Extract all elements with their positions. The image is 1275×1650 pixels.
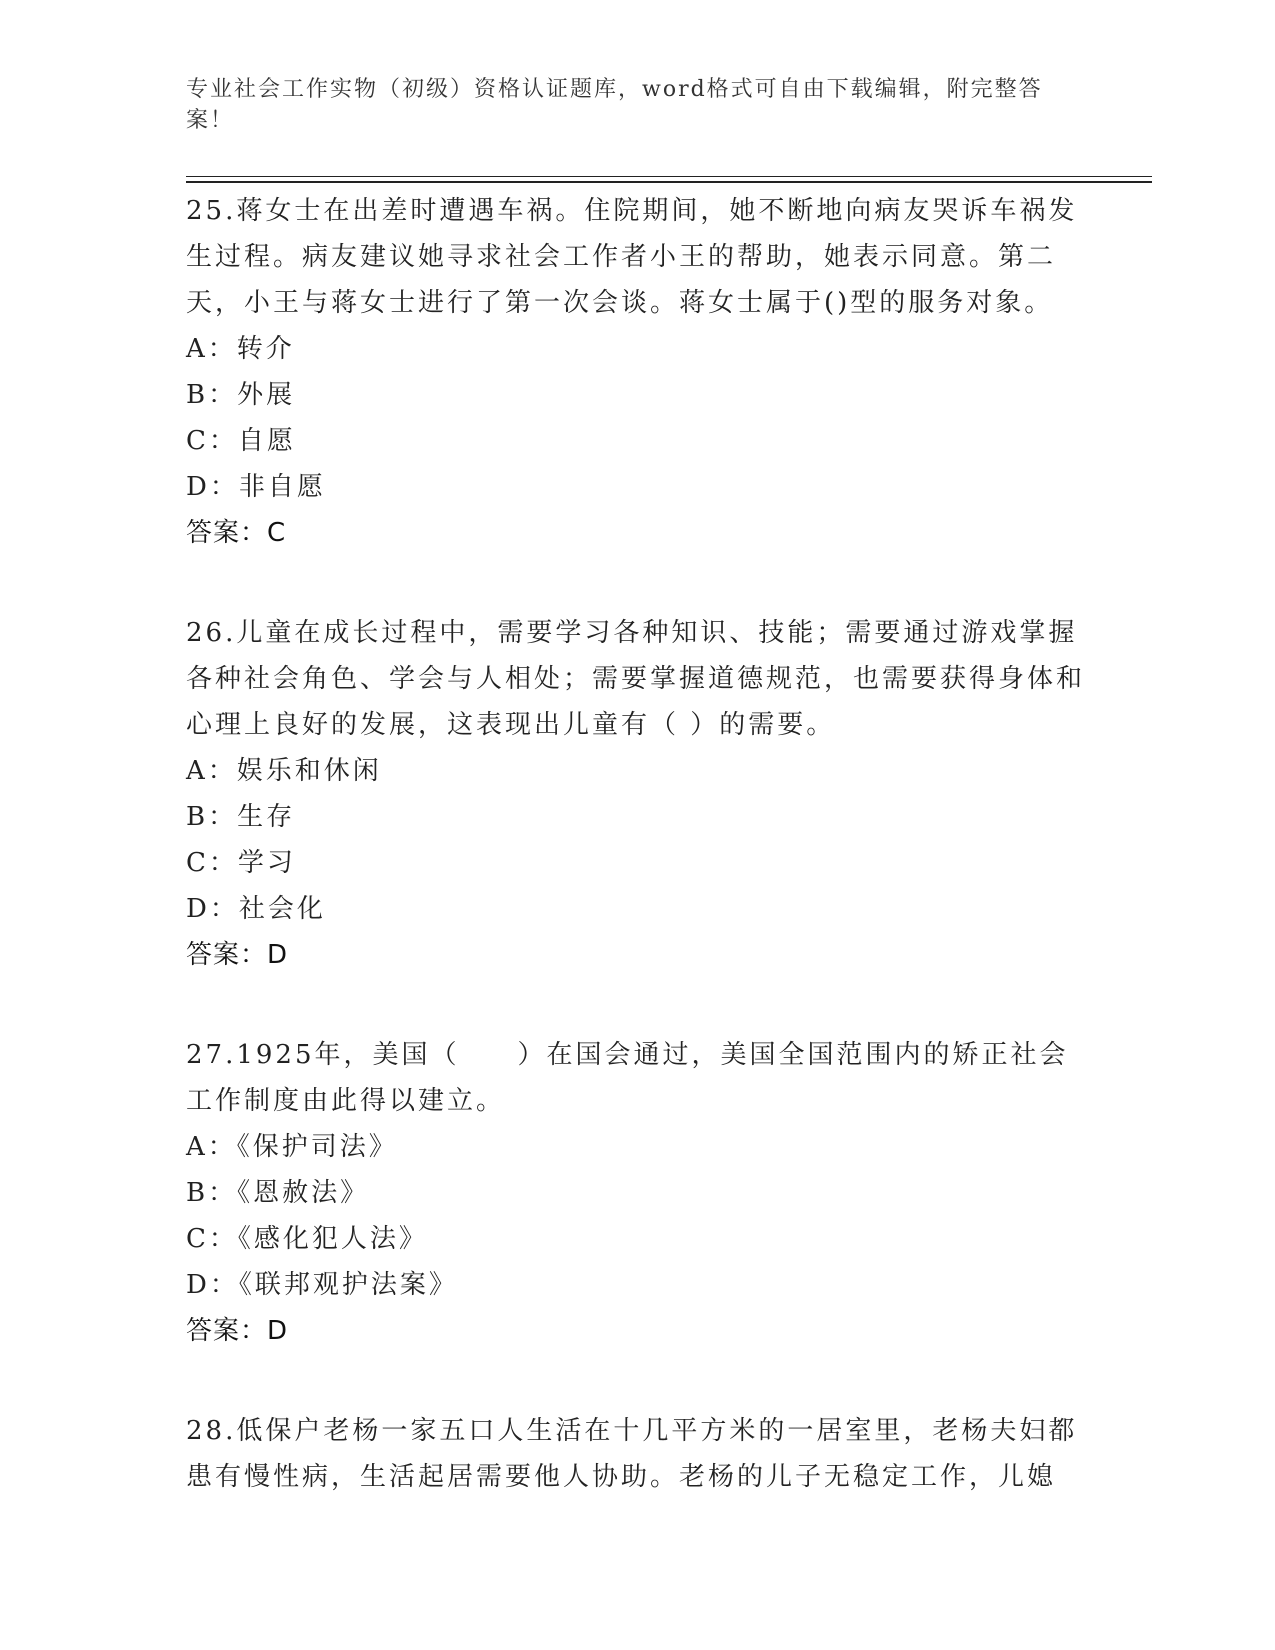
option-b: B：《恩赦法》	[186, 1178, 370, 1208]
header-rule-thin	[186, 176, 1152, 177]
answer: 答案：D	[186, 940, 289, 970]
option-a: A：转介	[186, 334, 295, 364]
option-c: C：《感化犯人法》	[186, 1224, 428, 1254]
question-text: 25.蒋女士在出差时遭遇车祸。住院期间，她不断地向病友哭诉车祸发生过程。病友建议她寻求社会工作者小王的帮助，她表示同意。第二天，小王与蒋女士进行了第一次会谈。蒋女士属于()型的服务对象。	[186, 196, 1078, 318]
option-b: B：生存	[186, 802, 296, 832]
option-a: A：娱乐和休闲	[186, 756, 382, 786]
answer: 答案：D	[186, 1316, 289, 1346]
question-25	[186, 188, 1086, 556]
document-header: 专业社会工作实物（初级）资格认证题库，word格式可自由下载编辑，附完整答案！	[186, 77, 1043, 133]
question-28	[186, 1408, 1086, 1500]
option-d: D：社会化	[186, 894, 326, 924]
option-d: D：《联邦观护法案》	[186, 1270, 458, 1300]
option-c: C：学习	[186, 848, 296, 878]
question-text: 27.1925年，美国（ ）在国会通过，美国全国范围内的矫正社会工作制度由此得以建立。	[186, 1040, 1069, 1116]
option-d: D：非自愿	[186, 472, 326, 502]
option-b: B：外展	[186, 380, 296, 410]
question-list	[186, 188, 1086, 1554]
question-27	[186, 1032, 1086, 1354]
option-c: C：自愿	[186, 426, 296, 456]
answer: 答案：C	[186, 518, 287, 548]
question-26	[186, 610, 1086, 978]
question-text: 28.低保户老杨一家五口人生活在十几平方米的一居室里，老杨夫妇都患有慢性病，生活起居需要他人协助。老杨的儿子无稳定工作，儿媳	[186, 1416, 1078, 1492]
header-rule-thick	[186, 181, 1152, 183]
option-a: A：《保护司法》	[186, 1132, 398, 1162]
question-text: 26.儿童在成长过程中，需要学习各种知识、技能；需要通过游戏掌握各种社会角色、学会与人相处；需要掌握道德规范，也需要获得身体和心理上良好的发展，这表现出儿童有（ ）的需要。	[186, 618, 1086, 740]
